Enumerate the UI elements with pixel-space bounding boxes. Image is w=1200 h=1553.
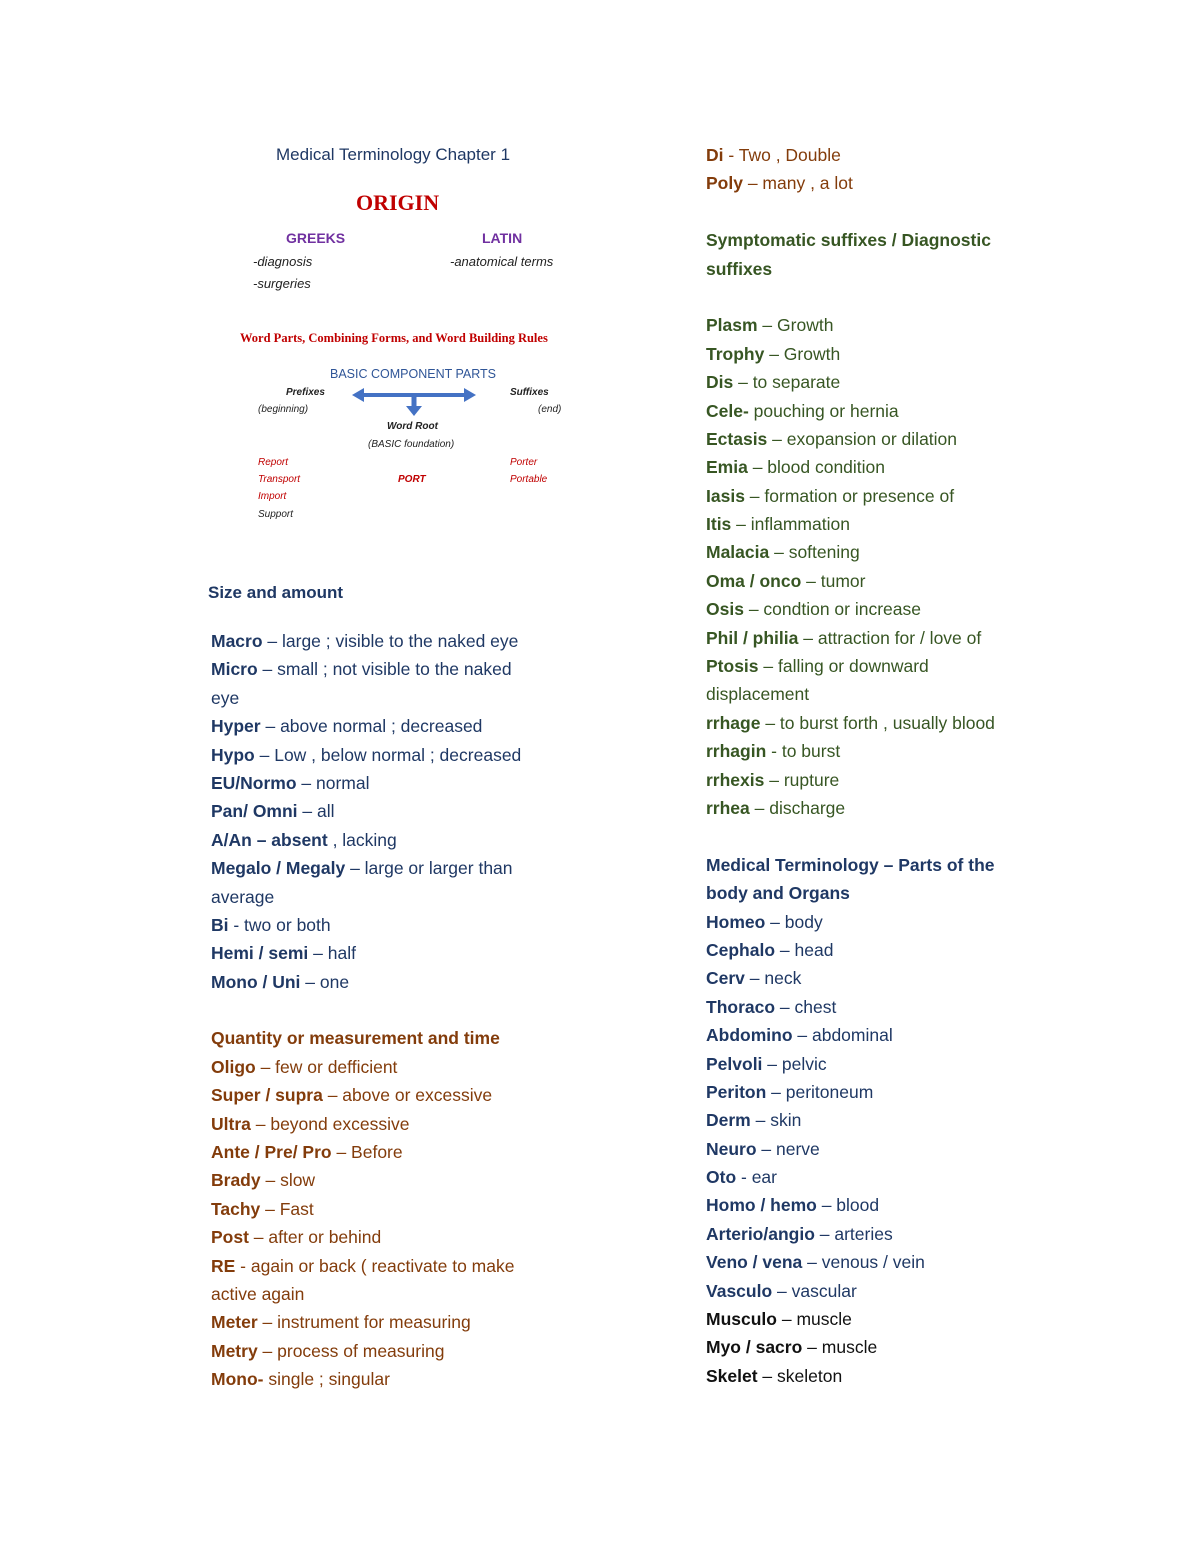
list-item [706, 1362, 995, 1390]
list-item [211, 712, 521, 740]
list-item [706, 709, 995, 737]
list-item [706, 908, 995, 936]
definition: eye [211, 687, 240, 708]
definition: – Fast [260, 1198, 314, 1219]
list-item [706, 368, 995, 396]
definition: – pelvic [762, 1053, 827, 1074]
definition: - Two , Double [723, 145, 841, 165]
list-item [706, 141, 995, 169]
word-root-label: Word Root [387, 421, 438, 432]
definition: – above normal ; decreased [260, 716, 483, 737]
list-item [211, 769, 521, 797]
left-example: Support [258, 509, 294, 520]
term: A/An – absent [211, 829, 328, 850]
term: Brady [211, 1170, 261, 1191]
list-item [706, 936, 995, 964]
list-item [706, 1248, 995, 1276]
term: Periton [706, 1081, 767, 1102]
left-example: Import [258, 491, 287, 502]
term: Osis [706, 599, 744, 620]
definition: single ; singular [263, 1369, 390, 1390]
term: EU/Normo [211, 772, 297, 793]
definition: – normal [296, 772, 370, 793]
definition: – tumor [801, 570, 866, 591]
list-item [211, 883, 521, 911]
definition: – neck [744, 968, 802, 989]
term: Cerv [706, 968, 745, 989]
definition: – exopansion or dilation [767, 428, 958, 449]
term: Mono / Uni [211, 971, 301, 992]
list-item [211, 1223, 521, 1251]
term: Emia [706, 457, 748, 478]
definition: displacement [706, 684, 810, 705]
body-parts-list-black [706, 1305, 995, 1390]
definition: – many , a lot [742, 173, 853, 194]
term: Meter [211, 1312, 258, 1333]
term: Mono- [211, 1369, 264, 1390]
body-parts-heading: Medical Terminology – Parts of the [706, 854, 995, 875]
term: Pelvoli [706, 1053, 763, 1074]
definition: – venous / vein [802, 1252, 925, 1273]
definition: – beyond excessive [250, 1113, 410, 1134]
diagram-title: Word Parts, Combining Forms, and Word Building Rules [240, 331, 548, 345]
list-item [706, 1277, 995, 1305]
list-item [211, 1053, 521, 1081]
definition: – vascular [772, 1280, 857, 1301]
definition: – half [308, 943, 356, 964]
term: Micro [211, 659, 258, 680]
definition: active again [211, 1283, 305, 1304]
definition: – falling or downward [758, 656, 929, 677]
term: Musculo [706, 1309, 777, 1330]
numbers-list [706, 141, 995, 198]
term: Thoraco [706, 996, 776, 1017]
diagram-arrows-icon [350, 384, 480, 418]
quantity-list [211, 1053, 521, 1394]
definition: - two or both [228, 914, 331, 935]
definition: – arteries [814, 1223, 893, 1244]
term: Ptosis [706, 656, 759, 677]
term: Ectasis [706, 428, 768, 449]
list-item [706, 538, 995, 566]
list-item [706, 1050, 995, 1078]
definition: – blood condition [747, 457, 886, 478]
left-example: Transport [258, 474, 301, 485]
term: Plasm [706, 315, 758, 336]
term: Derm [706, 1110, 751, 1131]
definition: – process of measuring [257, 1340, 445, 1361]
definition: – condtion or increase [743, 599, 922, 620]
list-item [211, 1365, 521, 1393]
list-item [706, 1135, 995, 1163]
list-item [211, 1081, 521, 1109]
list-item [706, 425, 995, 453]
term: Dis [706, 372, 734, 393]
definition: – slow [260, 1170, 316, 1191]
term: Itis [706, 514, 732, 535]
list-item [706, 1163, 995, 1191]
list-item [706, 340, 995, 368]
size-amount-list [211, 627, 521, 996]
term: Homo / hemo [706, 1195, 817, 1216]
list-item [706, 1191, 995, 1219]
term: Iasis [706, 485, 745, 506]
definition: average [211, 886, 275, 907]
suffixes-note: (end) [538, 404, 562, 415]
definition: – large or larger than [345, 858, 513, 879]
symptomatic-heading: Symptomatic suffixes / Diagnostic [706, 230, 991, 251]
term: Malacia [706, 542, 770, 563]
list-item [706, 964, 995, 992]
list-item [706, 766, 995, 794]
prefixes-note: (beginning) [258, 404, 309, 415]
list-item [211, 939, 521, 967]
list-item [706, 1305, 995, 1333]
definition: – one [300, 971, 350, 992]
definition: – chest [775, 996, 837, 1017]
term: Super / supra [211, 1085, 323, 1106]
list-item [211, 1308, 521, 1336]
list-item [211, 655, 521, 683]
body-parts-list [706, 908, 995, 1305]
definition: – discharge [749, 797, 846, 818]
definition: – abdominal [792, 1025, 893, 1046]
term: Myo / sacro [706, 1337, 803, 1358]
definition: – inflammation [731, 514, 850, 535]
list-item [706, 1220, 995, 1248]
definition: – muscle [776, 1309, 852, 1330]
greeks-item: -diagnosis [253, 254, 313, 269]
definition: – all [297, 801, 335, 822]
symptomatic-heading-cont: suffixes [706, 258, 773, 279]
list-item [211, 1110, 521, 1138]
term: Cele- [706, 400, 749, 421]
definition: – muscle [802, 1337, 878, 1358]
greeks-item: -surgeries [253, 276, 311, 291]
definition: – attraction for / love of [798, 627, 982, 648]
basic-components-label: BASIC COMPONENT PARTS [330, 367, 497, 381]
definition: – formation or presence of [744, 485, 955, 506]
definition: – to separate [733, 372, 841, 393]
list-item [211, 627, 521, 655]
definition: - again or back ( reactivate to make [235, 1255, 515, 1276]
term: Oligo [211, 1056, 256, 1077]
term: Vasculo [706, 1280, 773, 1301]
term: Di [706, 145, 724, 165]
greeks-label: GREEKS [286, 230, 346, 246]
right-example: Porter [510, 457, 538, 468]
definition: – rupture [764, 769, 840, 790]
quantity-heading: Quantity or measurement and time [211, 1028, 500, 1049]
list-item [706, 1078, 995, 1106]
term: Trophy [706, 343, 765, 364]
page-title: Medical Terminology Chapter 1 [276, 145, 511, 164]
term: Tachy [211, 1198, 261, 1219]
term: Post [211, 1227, 249, 1248]
term: Ante / Pre/ Pro [211, 1142, 332, 1163]
term: rrhagin [706, 741, 767, 762]
list-item [706, 624, 995, 652]
definition: – body [765, 911, 823, 932]
list-item [211, 968, 521, 996]
center-example: PORT [398, 474, 426, 485]
term: Poly [706, 173, 743, 194]
term: Megalo / Megaly [211, 858, 346, 879]
definition: - ear [736, 1167, 777, 1188]
size-amount-heading: Size and amount [208, 583, 344, 602]
definition: – after or behind [248, 1227, 382, 1248]
list-item [706, 397, 995, 425]
term: rrhexis [706, 769, 765, 790]
list-item [211, 1280, 521, 1308]
list-item [706, 1106, 995, 1134]
list-item [706, 169, 995, 197]
term: Oma / onco [706, 570, 802, 591]
list-item [706, 680, 995, 708]
definition: – instrument for measuring [257, 1312, 471, 1333]
definition: pouching or hernia [748, 400, 899, 421]
definition: – Low , below normal ; decreased [254, 744, 522, 765]
term: Macro [211, 631, 263, 651]
term: Metry [211, 1340, 258, 1361]
term: Ultra [211, 1113, 251, 1134]
term: RE [211, 1255, 236, 1276]
list-item [211, 911, 521, 939]
definition: – small ; not visible to the naked [257, 659, 512, 680]
list-item [706, 737, 995, 765]
term: Oto [706, 1167, 737, 1188]
list-item [211, 741, 521, 769]
list-item [706, 595, 995, 623]
word-root-note: (BASIC foundation) [368, 439, 455, 450]
list-item [706, 993, 995, 1021]
suffixes-label: Suffixes [510, 387, 549, 398]
prefixes-label: Prefixes [286, 387, 325, 398]
list-item [211, 1166, 521, 1194]
definition: – Growth [764, 343, 841, 364]
term: Cephalo [706, 939, 776, 960]
term: Hemi / semi [211, 943, 309, 964]
list-item [211, 1138, 521, 1166]
definition: – large ; visible to the naked eye [262, 631, 519, 651]
left-example: Report [258, 457, 289, 468]
latin-label: LATIN [482, 230, 523, 246]
definition: – to burst forth , usually blood [760, 712, 995, 733]
list-item [211, 826, 521, 854]
symptomatic-list [706, 311, 995, 822]
term: Hyper [211, 716, 261, 737]
definition: – blood [816, 1195, 880, 1216]
list-item [706, 510, 995, 538]
term: Skelet [706, 1365, 758, 1386]
definition: – skin [750, 1110, 802, 1131]
definition: – softening [769, 542, 860, 563]
definition: – nerve [756, 1138, 820, 1159]
term: Homeo [706, 911, 766, 932]
term: Arterio/angio [706, 1223, 815, 1244]
list-item [211, 1252, 521, 1280]
definition: – few or defficient [255, 1056, 398, 1077]
list-item [211, 854, 521, 882]
right-example: Portable [510, 474, 548, 485]
term: Phil / philia [706, 627, 799, 648]
definition: - to burst [766, 741, 841, 762]
left-column [211, 627, 521, 1394]
term: Veno / vena [706, 1252, 803, 1273]
list-item [706, 453, 995, 481]
term: Abdomino [706, 1025, 793, 1046]
list-item [706, 1333, 995, 1361]
definition: – Before [331, 1142, 403, 1163]
list-item [706, 567, 995, 595]
list-item [706, 311, 995, 339]
body-parts-heading-cont: body and Organs [706, 883, 850, 904]
definition: – Growth [757, 315, 834, 336]
term: Bi [211, 914, 229, 935]
list-item [211, 1337, 521, 1365]
term: rrhea [706, 797, 750, 818]
list-item [706, 482, 995, 510]
list-item [211, 797, 521, 825]
origin-heading: ORIGIN [356, 190, 440, 215]
list-item [706, 652, 995, 680]
list-item [211, 684, 521, 712]
term: rrhage [706, 712, 761, 733]
definition: , lacking [327, 829, 397, 850]
definition: – skeleton [757, 1365, 843, 1386]
definition: – peritoneum [766, 1081, 874, 1102]
term: Pan/ Omni [211, 801, 298, 822]
list-item [211, 1195, 521, 1223]
right-column [706, 141, 995, 1390]
latin-item: -anatomical terms [450, 254, 554, 269]
definition: – head [775, 939, 834, 960]
list-item [706, 1021, 995, 1049]
term: Neuro [706, 1138, 757, 1159]
list-item [706, 794, 995, 822]
definition: – above or excessive [322, 1085, 493, 1106]
term: Hypo [211, 744, 255, 765]
